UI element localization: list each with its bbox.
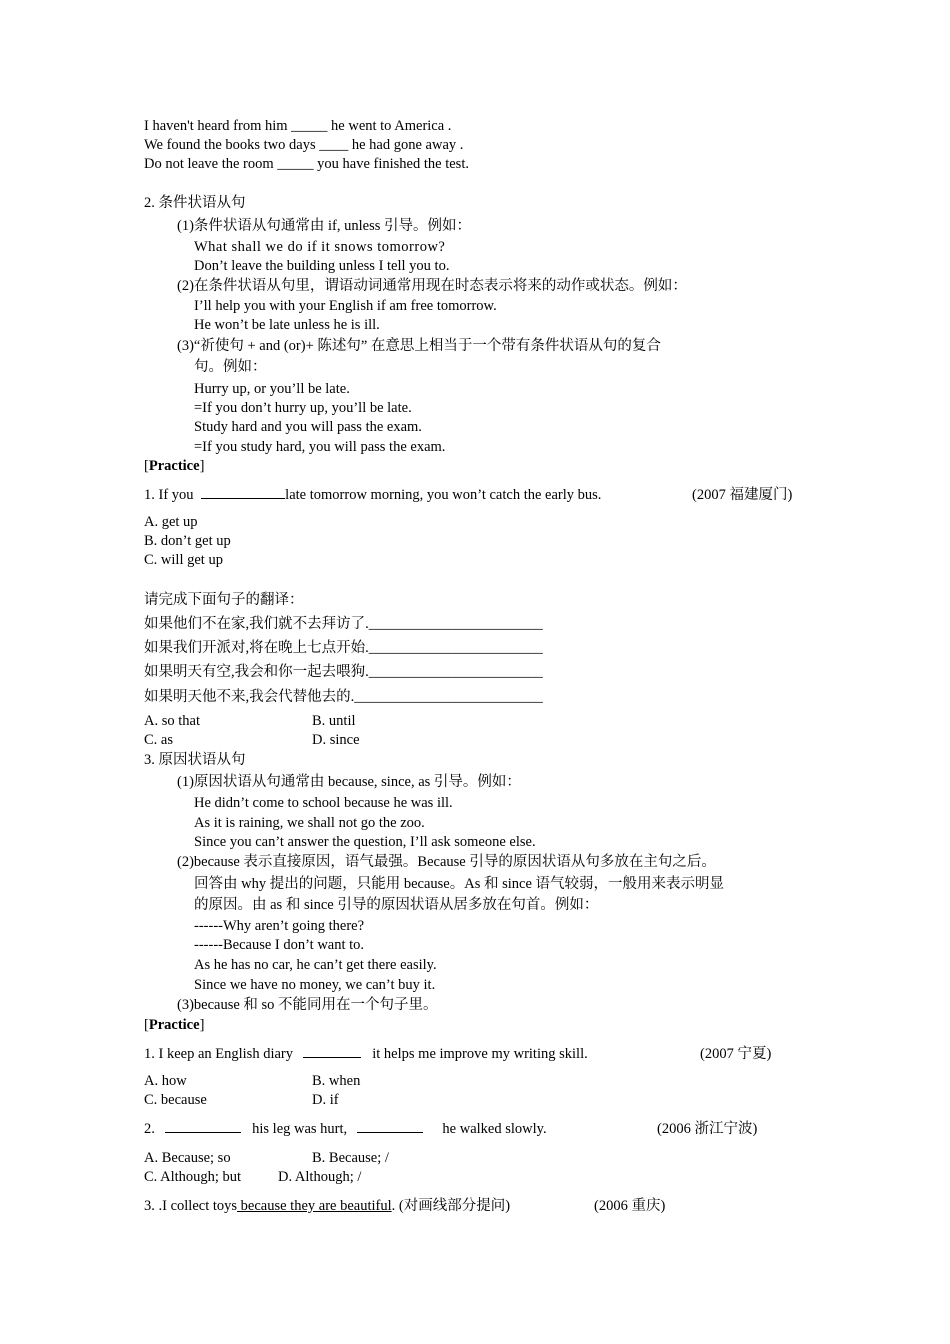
practice-label-1: [Practice] xyxy=(144,458,205,474)
s2-example-4: He won’t be late unless he is ill. xyxy=(194,317,380,333)
translate-3: 如果明天有空,我会和你一起去喂狗.________________________ xyxy=(144,664,543,680)
q1-option-a: A. how xyxy=(144,1073,187,1089)
practice1-option-a: A. get up xyxy=(144,514,198,530)
practice2-q1-source: (2007 宁夏) xyxy=(700,1046,772,1062)
s2-example-1: What shall we do if it snows tomorrow? xyxy=(194,239,446,255)
practice1-option-c: C. will get up xyxy=(144,552,223,568)
translate-2: 如果我们开派对,将在晚上七点开始.________________________ xyxy=(144,640,543,656)
s3-dialog-2: ------Because I don’t want to. xyxy=(194,937,365,953)
q1-option-c: C. because xyxy=(144,1092,207,1108)
s2-example-2: Don’t leave the building unless I tell you to. xyxy=(194,258,450,274)
answer-blank[interactable] xyxy=(303,1045,361,1058)
s3-point-2c: 的原因。由 as 和 since 引导的原因状语从居多放在句首。例如： xyxy=(194,897,599,913)
translate-option-d: D. since xyxy=(312,732,360,748)
practice2-question-2: 2. his leg was hurt, he walked slowly. xyxy=(144,1121,547,1137)
s2-example-6: =If you don’t hurry up, you’ll be late. xyxy=(194,400,412,416)
section-2-heading: 2. 条件状语从句 xyxy=(144,195,246,211)
practice2-question-3: 3. .I collect toys because they are beautiful. (对画线部分提问) xyxy=(144,1198,511,1214)
s3-dialog-1: ------Why aren’t going there? xyxy=(194,918,365,934)
practice1-option-b: B. don’t get up xyxy=(144,533,231,549)
translate-title: 请完成下面句子的翻译： xyxy=(144,592,304,608)
q1-option-b: B. when xyxy=(312,1073,361,1089)
translate-4: 如果明天他不来,我会代替他去的.__________________________ xyxy=(144,689,543,705)
intro-line-3: Do not leave the room _____ you have finished the test. xyxy=(144,156,469,172)
s3-example-3: Since you can’t answer the question, I’ll ask someone else. xyxy=(194,834,536,850)
s3-example-4: As he has no car, he can’t get there easily. xyxy=(194,957,437,973)
section-3-heading: 3. 原因状语从句 xyxy=(144,752,246,768)
q2-option-b: B. Because; / xyxy=(312,1150,389,1166)
practice2-q3-source: (2006 重庆) xyxy=(594,1198,666,1214)
answer-blank[interactable] xyxy=(357,1120,423,1133)
translate-1: 如果他们不在家,我们就不去拜访了.________________________ xyxy=(144,616,543,632)
translate-option-b: B. until xyxy=(312,713,356,729)
q1-option-d: D. if xyxy=(312,1092,339,1108)
q2-option-d: D. Although; / xyxy=(278,1169,362,1185)
translate-option-c: C. as xyxy=(144,732,173,748)
s2-point-2: (2)在条件状语从句里，谓语动词通常用现在时态表示将来的动作或状态。例如： xyxy=(177,278,687,294)
s3-point-1: (1)原因状语从句通常由 because, since, as 引导。例如： xyxy=(177,774,521,790)
s2-example-3: I’ll help you with your English if am free tomorrow. xyxy=(194,298,497,314)
s3-example-2: As it is raining, we shall not go the zoo. xyxy=(194,815,425,831)
practice1-source: (2007 福建厦门) xyxy=(692,487,793,503)
s3-example-1: He didn’t come to school because he was ill. xyxy=(194,795,453,811)
practice-label-2: [Practice] xyxy=(144,1017,205,1033)
s2-example-8: =If you study hard, you will pass the exam. xyxy=(194,439,446,455)
s3-point-3: (3)because 和 so 不能同用在一个句子里。 xyxy=(177,997,438,1013)
s2-point-3a: (3)“祈使句 + and (or)+ 陈述句” 在意思上相当于一个带有条件状语从句的复合 xyxy=(177,338,661,354)
intro-line-2: We found the books two days ____ he had gone away . xyxy=(144,137,464,153)
intro-line-1: I haven't heard from him _____ he went to America . xyxy=(144,118,452,134)
q2-option-c: C. Although; but xyxy=(144,1169,242,1185)
answer-blank[interactable] xyxy=(165,1120,241,1133)
s3-example-5: Since we have no money, we can’t buy it. xyxy=(194,977,436,993)
practice2-q2-source: (2006 浙江宁波) xyxy=(657,1121,758,1137)
s2-example-7: Study hard and you will pass the exam. xyxy=(194,419,422,435)
answer-blank[interactable] xyxy=(201,486,285,499)
s2-point-3b: 句。例如： xyxy=(194,359,267,375)
translate-option-a: A. so that xyxy=(144,713,200,729)
q2-option-a: A. Because; so xyxy=(144,1150,231,1166)
s3-point-2b: 回答由 why 提出的问题，只能用 because。As 和 since 语气较弱，一般用来表示明显 xyxy=(194,876,725,892)
practice2-question-1: 1. I keep an English diary it helps me improve my writing skill. xyxy=(144,1046,588,1062)
s2-example-5: Hurry up, or you’ll be late. xyxy=(194,381,350,397)
s2-point-1: (1)条件状语从句通常由 if, unless 引导。例如： xyxy=(177,218,472,234)
practice1-question-1: 1. If you late tomorrow morning, you won’t catch the early bus. xyxy=(144,487,602,503)
s3-point-2a: (2)because 表示直接原因，语气最强。Because 引导的原因状语从句多放在主句之后。 xyxy=(177,854,716,870)
